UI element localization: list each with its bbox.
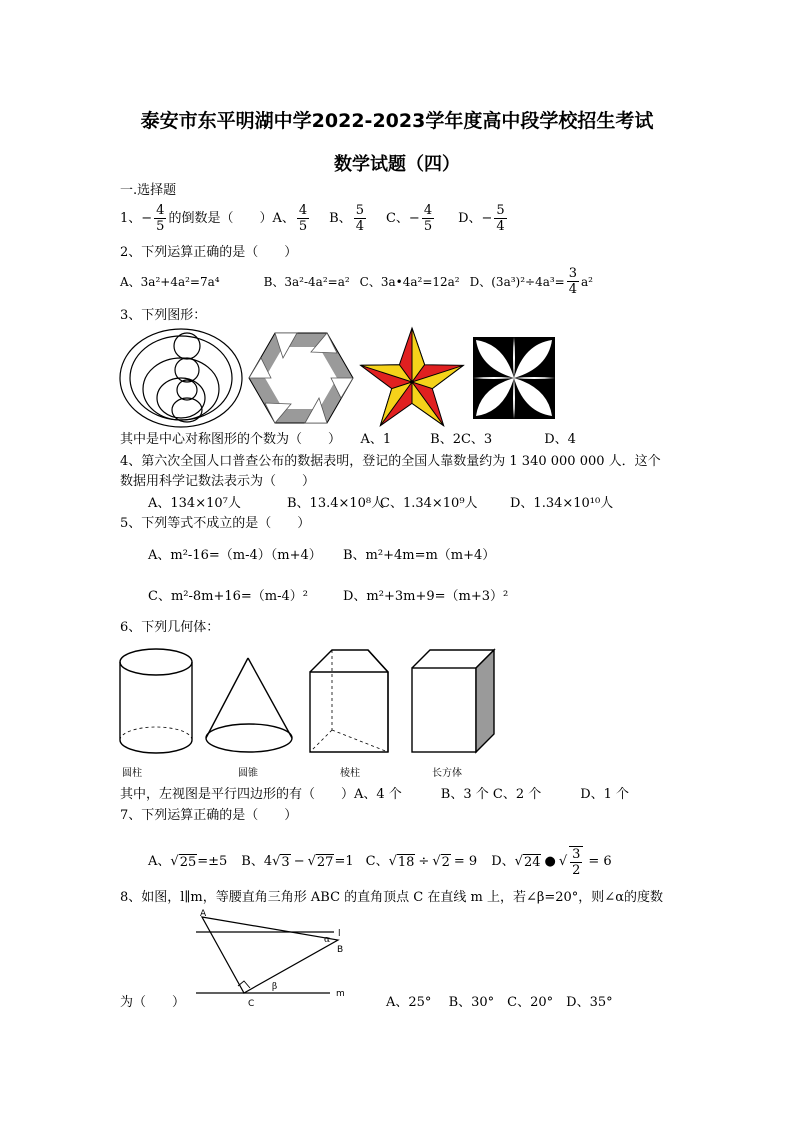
question-6-after: 其中，左视图是平行四边形的有（ ）A、4 个 B、3 个 C、2 个 D、1 个 [120,787,630,802]
q4-option-a: A、134×10⁷人 [148,496,241,511]
q6-label-prism: 棱柱 [340,768,360,779]
question-2-options [120,266,593,297]
label-l: l [338,929,341,939]
q2-option-a: A、3a²+4a²=7a⁴ [120,274,220,289]
nested-circles-figure [120,329,242,427]
q1-option-a: $\frac{4}{5}$ [298,203,308,234]
q7-d-tail: = 6 [588,854,612,869]
q6-label-cone: 圆锥 [238,768,258,779]
sqrt-icon: √ [432,854,441,869]
hexagon-shutter-figure [249,333,353,423]
question-2-stem: 2、下列运算正确的是（ ） [120,245,298,260]
label-alpha: α [324,935,331,945]
q7-option-a-label: A、 [148,854,171,869]
q6-label-cylinder: 圆柱 [122,768,142,779]
q2-option-d: D、(3a³)²÷4a³= [469,274,565,289]
cone-shape [206,658,292,752]
q1-text: 的倒数是（ ）A、 [168,210,295,226]
q7-c-radicand-2: 2 [441,854,450,870]
label-b: B [337,945,344,955]
q2-option-d-tail: a² [581,274,593,289]
q5-option-c: C、m²-8m+16=（m-4）² [148,589,309,604]
q1-fraction: $\frac{4}{5}$ [156,203,165,234]
question-1 [120,203,509,234]
q8-options: A、25° B、30° C、20° D、35° [386,995,613,1010]
q7-d-radicand-1: 24 [523,854,541,870]
sqrt-icon: √ [388,854,397,869]
label-beta: β [272,982,278,992]
label-m: m [336,989,345,999]
q7-b-operator: − [293,854,305,869]
q1-option-b-label: B、 [329,210,352,226]
q8-triangle-figure [186,906,356,1012]
q7-b-radicand-2: 27 [316,854,334,870]
question-6-stem: 6、下列几何体： [120,620,220,635]
q6-label-cuboid: 长方体 [432,768,462,779]
q7-d-operator: ● [544,854,556,869]
q7-c-operator: ÷ [418,854,430,869]
label-c: C [248,999,255,1009]
q6-solids-figure [114,644,504,756]
q1-option-c: $\frac{4}{5}$ [423,203,433,234]
question-8-tail: 为（ ） [120,995,186,1010]
sqrt-icon: √ [514,854,523,869]
sqrt-icon: √ [272,854,281,869]
q7-option-b-label: B、4 [241,854,273,869]
q4-option-b: B、13.4×10⁸人 [287,496,385,511]
q7-a-tail: =±5 [197,854,228,869]
cuboid-shape [412,650,494,752]
q5-option-a: A、m²-16=（m-4）（m+4） [148,548,322,563]
q3-figures [118,326,558,432]
question-4-line2: 数据用科学记数法表示为（ ） [120,474,316,489]
page-subtitle: 数学试题（四） [334,154,460,175]
sqrt-icon: √ [558,854,568,869]
q7-d-fraction: $\frac{3}{2}$ [569,846,583,878]
q1-option-b: $\frac{5}{4}$ [355,203,364,234]
question-8-stem: 8、如图，l∥m，等腰直角三角形 ABC 的直角顶点 C 在直线 m 上，若∠β=20°，则∠α的度数 [120,890,663,905]
q5-option-b: B、m²+4m=m（m+4） [343,548,496,563]
q1-option-d-label: D、− [458,210,493,226]
q1-prefix: 1、− [120,210,153,226]
q7-b-radicand-1: 3 [281,854,290,870]
q2-option-b: B、3a²-4a²=a² [263,274,350,289]
q7-c-tail: = 9 [453,854,478,869]
prism-shape [310,650,388,752]
question-7-options [148,846,612,878]
q4-option-c: C、1.34×10⁹人 [380,496,478,511]
q7-option-c-label: C、 [365,854,389,869]
question-3-after: 其中是中心对称图形的个数为（ ） A、1 B、2C、3 D、4 [120,432,576,447]
q7-option-d-label: D、 [491,854,515,869]
q2-option-c: C、3a•4a²=12a² [359,274,460,289]
cylinder-shape [120,649,192,753]
sqrt-icon: √ [307,854,316,869]
question-4-line1: 4、第六次全国人口普查公布的数据表明，登记的全国人靠数量约为 1 340 000 000 人．这个 [120,454,661,469]
q1-option-c-label: C、− [385,210,420,226]
q7-b-tail: =1 [334,854,354,869]
star-figure [361,328,464,426]
question-5-stem: 5、下列等式不成立的是（ ） [120,516,311,531]
q1-option-d: $\frac{5}{4}$ [496,203,505,234]
q7-a-radicand: 25 [179,854,197,870]
q7-c-radicand-1: 18 [397,854,415,870]
page-title: 泰安市东平明湖中学2022-2023学年度高中段学校招生考试 [140,110,654,132]
q2-option-d-fraction: $\frac{3}{4}$ [568,266,578,297]
label-a: A [200,909,207,919]
sqrt-icon: √ [170,854,179,869]
q4-option-d: D、1.34×10¹⁰人 [510,496,614,511]
section-heading: 一.选择题 [120,183,177,198]
triangle-abc [202,917,338,993]
question-3-stem: 3、下列图形： [120,308,207,323]
q5-option-d: D、m²+3m+9=（m+3）² [343,589,509,604]
four-petal-square-figure [473,337,555,419]
question-7-stem: 7、下列运算正确的是（ ） [120,808,298,823]
